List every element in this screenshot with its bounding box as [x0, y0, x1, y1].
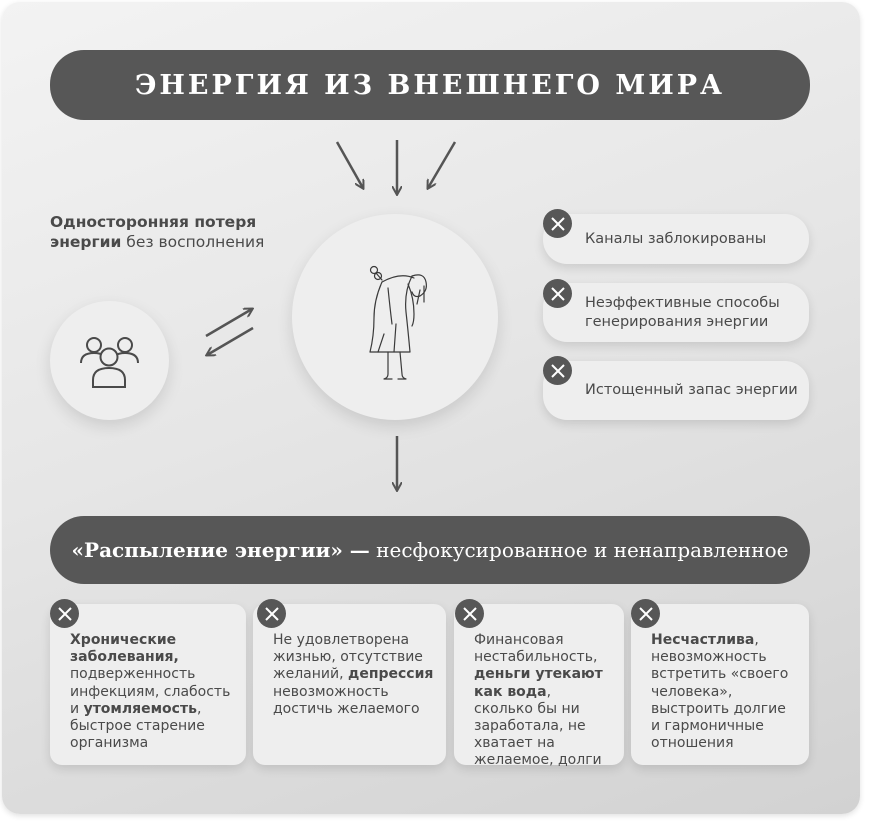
x-icon	[631, 599, 660, 628]
arrow-incoming-left	[337, 142, 363, 188]
card-text: Не удовлетворена жизнью, отсутствие желаний,	[273, 632, 423, 683]
problem-label: Истощенный запас энергии	[585, 382, 798, 398]
page-title: ЭНЕРГИЯ ИЗ ВНЕШНЕГО МИРА	[134, 69, 726, 101]
dispersion-rest: несфокусированное и ненаправленное	[369, 538, 789, 562]
problem-blocked-channels	[543, 214, 809, 264]
dispersion-banner	[50, 516, 810, 584]
card-text: , невозможность встретить «своего человека», выстроить долгие и гармоничные отношения	[651, 632, 789, 752]
problem-label: Неэффективные способы генерирования энергии	[585, 294, 780, 330]
card-text: подверженность инфекциям, слабость и	[70, 666, 231, 717]
x-icon	[543, 209, 572, 238]
people-circle	[50, 301, 169, 420]
card-text-bold: Несчастлива	[651, 632, 755, 648]
dispersion-bold: «Распыление энергии» —	[71, 538, 370, 562]
x-icon	[543, 356, 572, 385]
loss-text-rest: без восполнения	[121, 233, 265, 251]
x-icon	[455, 599, 484, 628]
tired-person-illustration	[292, 214, 498, 420]
card-text-bold: депрессия	[348, 666, 434, 683]
card-text: , быстрое старение организма	[70, 700, 205, 752]
people-group-icon	[50, 301, 169, 420]
card-text: , сколько бы ни заработала, не хватает на желаемое, долги	[474, 683, 602, 769]
x-icon	[50, 599, 79, 628]
problem-depleted-reserve	[543, 361, 809, 420]
x-icon	[257, 599, 286, 628]
loss-text-bold: Односторонняя потеря энергии	[50, 213, 257, 251]
one-sided-loss-text	[50, 212, 290, 252]
card-text: Финансовая нестабильность,	[474, 632, 598, 666]
x-icon	[543, 279, 572, 308]
card-text-bold: деньги утекают как вода	[474, 666, 603, 700]
consequence-card-finance	[454, 604, 624, 769]
card-text-bold: Хронические заболевания,	[70, 632, 179, 666]
problem-ineffective-methods	[543, 283, 809, 342]
card-text-bold: утомляемость	[83, 700, 197, 717]
card-text: невозможность достичь желаемого	[273, 683, 420, 717]
problem-label: Каналы заблокированы	[585, 230, 767, 247]
consequence-card-health	[50, 604, 246, 765]
arrow-incoming-right	[428, 142, 455, 188]
consequence-card-life	[253, 604, 446, 765]
consequence-card-relationships	[631, 604, 809, 765]
center-circle	[292, 214, 498, 420]
